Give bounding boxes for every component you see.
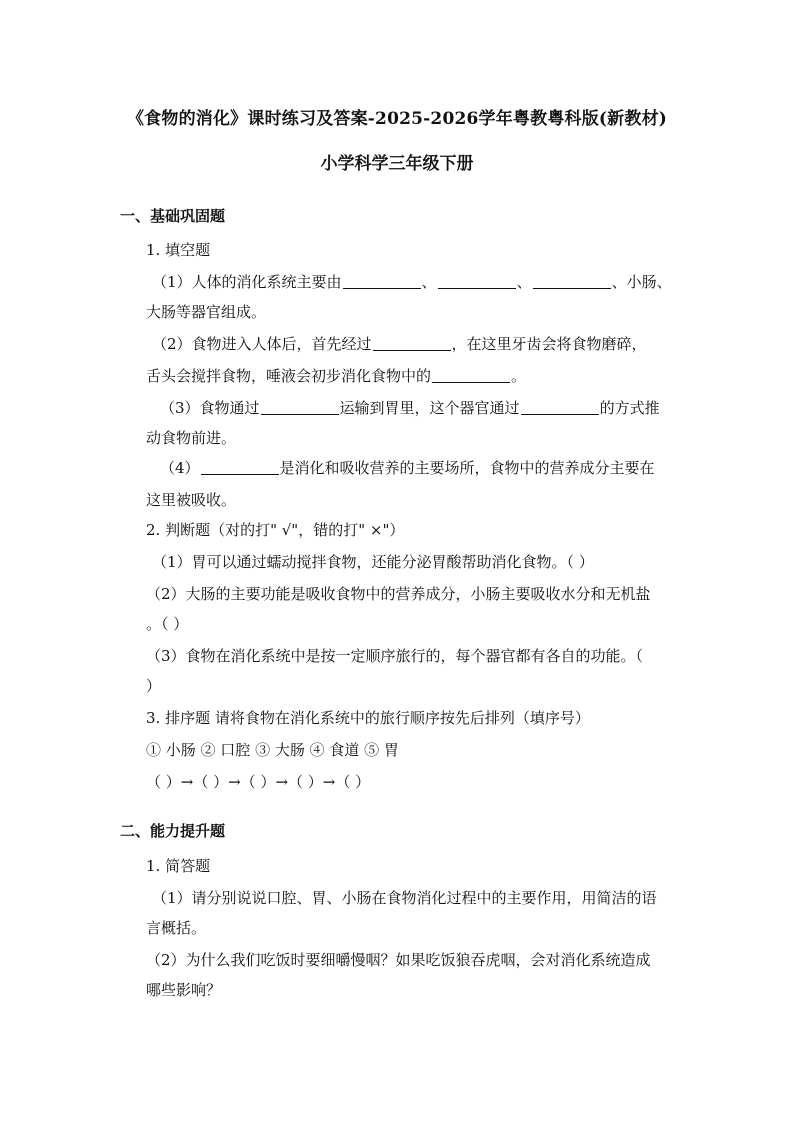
text: 舌头会搅拌食物，唾液会初步消化食物中的	[146, 367, 432, 385]
fill-blank-item-1-cont: 大肠等器官组成。	[146, 303, 267, 321]
answer-blank[interactable]	[343, 274, 421, 289]
short-answer-item-2: （2）为什么我们吃饭时要细嚼慢咽？如果吃饭狼吞虎咽，会对消化系统造成	[146, 951, 651, 969]
section-heading-basic: 一、基础巩固题	[120, 207, 226, 225]
text: （4）	[160, 459, 200, 477]
ordering-answer-row: （ ）→（ ）→（ ）→（ ）→（ ）	[146, 773, 371, 791]
text: 、小肠、	[611, 273, 672, 291]
document-subtitle: 小学科学三年级下册	[320, 154, 474, 174]
answer-blank[interactable]	[438, 274, 516, 289]
fill-blank-item-2	[152, 334, 647, 354]
text: （1）人体的消化系统主要由	[152, 273, 342, 291]
answer-blank[interactable]	[201, 460, 279, 475]
question-label-ordering: 3. 排序题 请将食物在消化系统中的旅行顺序按先后排列（填序号）	[146, 709, 590, 727]
text: （2）食物进入人体后，首先经过	[152, 335, 372, 353]
short-answer-item-1-cont: 言概括。	[146, 919, 207, 937]
text: 的方式推	[599, 399, 660, 417]
answer-blank[interactable]	[261, 400, 339, 415]
document-title: 《食物的消化》课时练习及答案-2025-2026学年粤教粤科版(新教材)	[126, 109, 668, 129]
question-label-true-false: 2. 判断题（对的打" √"，错的打" ×"）	[146, 521, 405, 539]
true-false-item-1: （1）胃可以通过蠕动搅拌食物，还能分泌胃酸帮助消化食物。（ ）	[152, 553, 594, 571]
answer-blank[interactable]	[432, 368, 510, 383]
answer-blank[interactable]	[521, 400, 599, 415]
true-false-item-3-cont: ）	[146, 677, 162, 695]
fill-blank-item-3	[160, 398, 660, 418]
question-label-short-answer: 1. 简答题	[146, 857, 211, 875]
short-answer-item-1: （1）请分别说说口腔、胃、小肠在食物消化过程中的主要作用，用简洁的语	[152, 889, 657, 907]
short-answer-item-2-cont: 哪些影响？	[146, 981, 222, 999]
answer-blank[interactable]	[533, 274, 611, 289]
text: （3）食物通过	[160, 399, 260, 417]
true-false-item-3: （3）食物在消化系统中是按一定顺序旅行的，每个器官都有各自的功能。（	[146, 647, 644, 665]
question-label-fill-blank: 1. 填空题	[146, 241, 211, 259]
true-false-item-2-cont: 。（ ）	[146, 615, 189, 633]
text: 、	[516, 273, 532, 291]
fill-blank-item-1	[152, 272, 672, 292]
fill-blank-item-3-cont: 动食物前进。	[146, 429, 237, 447]
fill-blank-item-4-cont: 这里被吸收。	[146, 491, 237, 509]
fill-blank-item-4	[160, 458, 655, 478]
section-heading-advanced: 二、能力提升题	[120, 822, 226, 840]
true-false-item-2: （2）大肠的主要功能是吸收食物中的营养成分，小肠主要吸收水分和无机盐	[146, 585, 651, 603]
ordering-options: ① 小肠 ② 口腔 ③ 大肠 ④ 食道 ⑤ 胃	[146, 741, 399, 759]
fill-blank-item-2-cont	[146, 366, 526, 386]
text: 运输到胃里，这个器官通过	[339, 399, 520, 417]
text: 是消化和吸收营养的主要场所，食物中的营养成分主要在	[279, 459, 655, 477]
answer-blank[interactable]	[373, 336, 451, 351]
text: 。	[511, 367, 527, 385]
text: 、	[421, 273, 437, 291]
text: ，在这里牙齿会将食物磨碎，	[451, 335, 647, 353]
